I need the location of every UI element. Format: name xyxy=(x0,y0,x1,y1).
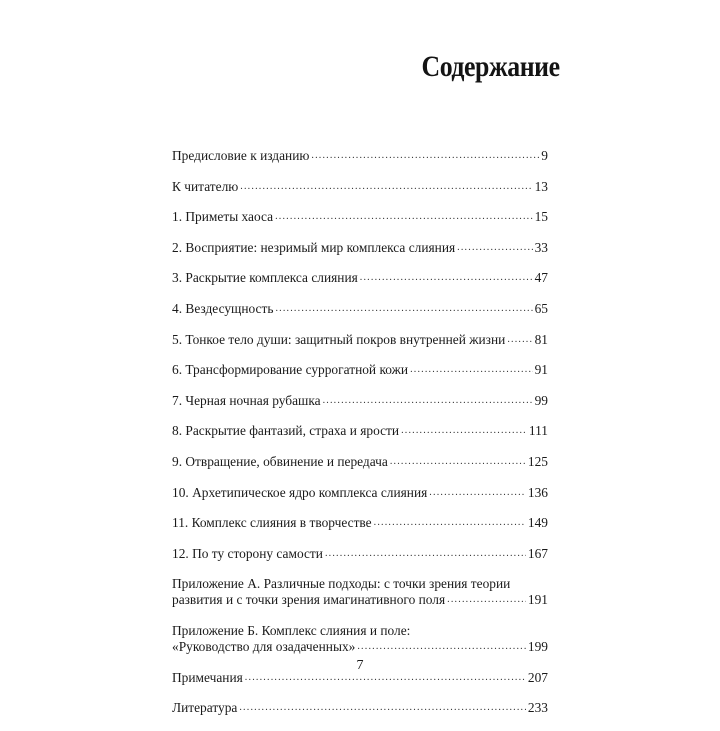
toc-entry-label: Предисловие к изданию xyxy=(172,148,310,163)
dot-leader xyxy=(357,639,526,655)
toc-entry-label: Литература xyxy=(172,700,238,716)
dot-leader xyxy=(447,592,526,608)
dot-leader xyxy=(239,700,526,716)
toc-entry-page: 149 xyxy=(527,515,548,531)
toc-entry-page: 65 xyxy=(534,300,548,316)
toc-entry-label-line1: Приложение А. Различные подходы: с точки зрения теории xyxy=(172,576,511,592)
toc-entry-chapter-4 xyxy=(172,301,548,317)
toc-entry-label: 5. Тонкое тело души: защитный покров внутренней жизни xyxy=(172,331,506,347)
toc-entry-literature xyxy=(172,700,548,716)
dot-leader xyxy=(311,148,539,164)
dot-leader xyxy=(275,301,532,317)
toc-entry-page: 191 xyxy=(527,592,548,608)
toc-entry-page: 136 xyxy=(527,484,548,500)
dot-leader xyxy=(401,423,527,439)
toc-entry-chapter-10 xyxy=(172,485,548,501)
toc-entry-label: 10. Архетипическое ядро комплекса слияния xyxy=(172,484,428,500)
toc-entry-page: 111 xyxy=(528,423,548,439)
toc-entry-chapter-11 xyxy=(172,515,548,531)
dot-leader xyxy=(275,209,533,225)
toc-entry-label: Примечания xyxy=(172,669,243,685)
dot-leader xyxy=(390,454,526,470)
table-of-contents xyxy=(172,148,548,731)
toc-entry-appendix-b xyxy=(172,623,548,655)
toc-entry-label-line1: Приложение Б. Комплекс слияния и поле: xyxy=(172,622,411,638)
toc-entry-label: 8. Раскрытие фантазий, страха и ярости xyxy=(172,423,400,439)
toc-entry-label: 9. Отвращение, обвинение и передача xyxy=(172,453,388,469)
toc-entry-preface xyxy=(172,148,548,164)
toc-entry-page: 233 xyxy=(527,700,548,716)
dot-leader xyxy=(360,270,533,286)
toc-entry-page: 199 xyxy=(527,638,548,654)
dot-leader xyxy=(410,362,533,378)
toc-entry-label-line2: «Руководство для озадаченных» xyxy=(172,638,356,654)
toc-entry-page: 81 xyxy=(534,331,548,347)
toc-entry-page: 15 xyxy=(534,209,548,225)
toc-entry-chapter-1 xyxy=(172,209,548,225)
dot-leader xyxy=(374,515,526,531)
toc-entry-page: 91 xyxy=(534,362,548,378)
toc-entry-to-reader xyxy=(172,179,548,195)
dot-leader xyxy=(240,179,532,195)
toc-entry-chapter-2 xyxy=(172,240,548,256)
toc-entry-label-line2: развития и с точки зрения имагинативного поля xyxy=(172,592,446,608)
toc-entry-label: 1. Приметы хаоса xyxy=(172,209,274,225)
dot-leader xyxy=(507,332,532,348)
toc-entry-chapter-7 xyxy=(172,393,548,409)
toc-entry-page: 33 xyxy=(534,239,548,255)
toc-entry-chapter-9 xyxy=(172,454,548,470)
page-title: Содержание xyxy=(421,50,560,83)
dot-leader xyxy=(323,393,533,409)
toc-entry-page: 9 xyxy=(541,148,548,163)
toc-entry-chapter-8 xyxy=(172,423,548,439)
toc-entry-appendix-a xyxy=(172,576,548,608)
toc-entry-page: 167 xyxy=(527,545,548,561)
toc-entry-label: 6. Трансформирование суррогатной кожи xyxy=(172,362,409,378)
toc-entry-chapter-6 xyxy=(172,362,548,378)
toc-entry-label: 2. Восприятие: незримый мир комплекса слияния xyxy=(172,239,456,255)
toc-entry-page: 47 xyxy=(534,270,548,286)
toc-entry-chapter-5 xyxy=(172,332,548,348)
dot-leader xyxy=(457,240,532,256)
toc-entry-label: 11. Комплекс слияния в творчестве xyxy=(172,515,372,531)
dot-leader xyxy=(429,485,526,501)
toc-entry-page: 99 xyxy=(534,392,548,408)
toc-entry-label: 7. Черная ночная рубашка xyxy=(172,392,321,408)
toc-entry-page: 207 xyxy=(527,669,548,685)
toc-entry-label: 12. По ту сторону самости xyxy=(172,545,323,561)
dot-leader xyxy=(325,546,526,562)
page-number: 7 xyxy=(356,658,364,673)
toc-entry-label: К читателю xyxy=(172,178,239,194)
toc-entry-page: 125 xyxy=(527,453,548,469)
toc-entry-label: 4. Вездесущность xyxy=(172,300,274,316)
toc-entry-chapter-3 xyxy=(172,270,548,286)
toc-entry-chapter-12 xyxy=(172,546,548,562)
toc-entry-label: 3. Раскрытие комплекса слияния xyxy=(172,270,358,286)
toc-entry-page: 13 xyxy=(534,178,548,194)
